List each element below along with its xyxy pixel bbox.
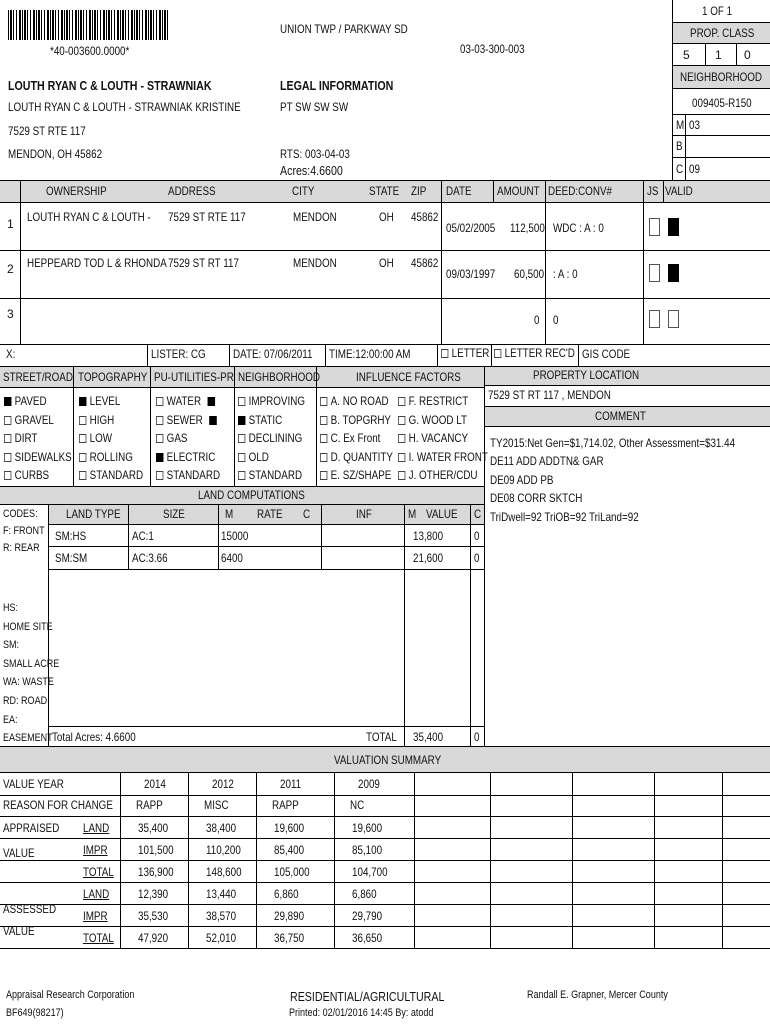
code-line: SM: [3, 639, 20, 652]
option-checkbox[interactable] [398, 434, 405, 443]
option-row [4, 466, 72, 485]
row-deed: : A : 0 [553, 267, 578, 281]
option-checkbox[interactable] [156, 453, 163, 462]
mbc-m-key: M [676, 118, 685, 132]
land-codes-top [3, 506, 45, 557]
letter-recd-label: LETTER REC'D [504, 346, 575, 360]
appraised-value: 85,400 [274, 843, 305, 857]
assessed-value: 36,750 [274, 931, 305, 945]
land-col-type: LAND TYPE [66, 507, 121, 521]
code-line: WA: WASTE [3, 676, 54, 689]
appraised-value: 110,200 [206, 843, 241, 857]
appraised-sub-label: TOTAL [83, 865, 114, 879]
option-row [238, 466, 305, 485]
appraised-value: 38,400 [206, 821, 237, 835]
owner-address: 7529 ST RTE 117 [8, 124, 86, 138]
row-zip: 45862 [411, 256, 439, 270]
prop-class-1: 5 [683, 48, 690, 62]
comment-line: DE08 CORR SKTCH [490, 491, 583, 506]
option-checkbox[interactable] [156, 397, 163, 406]
page-number: 1 OF 1 [702, 4, 733, 18]
option-label: ROLLING [89, 449, 133, 464]
land-size: AC:1 [132, 529, 154, 543]
row-state: OH [379, 210, 394, 224]
comment-line: TY2015:Net Gen=$1,714.02, Other Assessment=$31.44 [490, 436, 736, 450]
mbc-b-key: B [676, 139, 683, 153]
option-checkbox[interactable] [238, 434, 245, 443]
land-total-value: 35,400 [413, 730, 444, 744]
option-checkbox[interactable] [238, 397, 245, 406]
assessed-label-1: ASSESSED [3, 902, 57, 916]
appraised-label-1: APPRAISED [3, 821, 60, 835]
change-reason: RAPP [136, 798, 163, 812]
row-address: 7529 ST RTE 117 [168, 210, 246, 224]
footer-printed: Printed: 02/01/2016 14:45 By: atodd [289, 1007, 434, 1019]
letter-label: LETTER [451, 346, 490, 360]
option-label: LEVEL [89, 394, 121, 408]
assessed-value: 38,570 [206, 909, 237, 923]
letter-field [441, 347, 489, 359]
col-deed: DEED:CONV# [548, 184, 612, 198]
row-number: 2 [7, 262, 14, 276]
option-label: GRAVEL [14, 412, 54, 427]
land-total-label: TOTAL [366, 730, 397, 744]
barcode-text: *40-003600.0000* [50, 44, 130, 58]
option-label: DECLINING [248, 431, 303, 446]
option-checkbox[interactable] [320, 471, 327, 480]
reason-label: REASON FOR CHANGE [3, 798, 113, 812]
option-label: IMPROVING [248, 394, 305, 408]
option-row [320, 392, 393, 411]
option-checkbox[interactable] [398, 453, 405, 462]
assessed-value: 29,890 [274, 909, 305, 923]
option-label: A. NO ROAD [330, 394, 389, 408]
topography-options [79, 392, 143, 485]
appraised-value: 104,700 [352, 865, 388, 879]
code-line: RD: ROAD [3, 694, 48, 707]
col-date: DATE [446, 184, 472, 198]
topography-header: TOPOGRAPHY [78, 370, 148, 384]
grid-line [0, 838, 770, 839]
option-label: SIDEWALKS [14, 449, 72, 464]
assessed-value: 29,790 [352, 909, 383, 923]
property-location-label: PROPERTY LOCATION [533, 368, 640, 382]
option-label: CURBS [14, 468, 50, 483]
land-col-c: C [303, 507, 311, 521]
land-col-value: VALUE [426, 507, 458, 521]
grid-line [0, 948, 770, 949]
letter-checkbox[interactable] [441, 349, 448, 358]
row-deed: 0 [553, 313, 559, 327]
land-c: 0 [474, 529, 480, 543]
mbc-m-value: 03 [689, 118, 700, 132]
valid-checkbox[interactable] [668, 264, 679, 282]
parcel-number: 03-03-300-003 [460, 42, 525, 56]
comment-line: TriDwell=92 TriOB=92 TriLand=92 [490, 509, 639, 524]
option-row [4, 429, 72, 448]
assessed-value: 36,650 [352, 931, 383, 945]
option-label: LOW [89, 431, 113, 446]
col-state: STATE [369, 184, 400, 198]
neighborhood-options [238, 392, 305, 485]
land-col-c2: C [474, 507, 482, 521]
option-checkbox[interactable] [4, 397, 11, 406]
street-road-header: STREET/ROAD [3, 370, 73, 384]
row-amount: 0 [534, 313, 540, 327]
row-city: MENDON [293, 256, 337, 270]
mbc-c-key: C [676, 162, 684, 176]
value-year: 2011 [280, 777, 302, 791]
option-row [320, 411, 393, 430]
grid-line [0, 904, 770, 905]
option-label: J. OTHER/CDU [408, 468, 478, 483]
option-checkbox[interactable] [79, 434, 86, 443]
option-row [238, 392, 305, 411]
option-row [238, 448, 305, 467]
option-checkbox[interactable] [4, 453, 11, 462]
code-line: HS: [3, 602, 19, 614]
option-flag [208, 397, 215, 406]
assessed-label-2: VALUE [3, 924, 35, 938]
option-label: STANDARD [248, 468, 303, 483]
option-checkbox[interactable] [156, 416, 163, 425]
option-row [4, 392, 72, 411]
assessed-sub-label: LAND [83, 887, 110, 901]
street-options [4, 392, 72, 485]
change-reason: MISC [204, 798, 229, 812]
option-label: WATER [166, 394, 202, 408]
code-line: HOME SITE [3, 620, 53, 633]
appraised-value: 136,900 [138, 865, 174, 879]
row-number: 3 [7, 307, 14, 321]
land-size: AC:3.66 [132, 551, 168, 565]
neighborhood-code: 009405-R150 [692, 96, 752, 110]
assessed-value: 6,860 [352, 887, 377, 901]
land-rate: 15000 [221, 529, 249, 543]
option-row [320, 448, 393, 467]
land-col-m2: M [408, 507, 417, 521]
option-checkbox[interactable] [238, 471, 245, 480]
col-js: JS [647, 184, 659, 198]
appraised-sub-label: IMPR [83, 843, 108, 857]
option-checkbox[interactable] [4, 471, 11, 480]
option-checkbox[interactable] [398, 471, 405, 480]
row-date: 05/02/2005 [446, 221, 496, 235]
option-label: F. RESTRICT [408, 394, 469, 408]
list-time: TIME:12:00:00 AM [329, 347, 411, 361]
option-row [238, 411, 305, 430]
grid-line [0, 926, 770, 927]
option-label: SEWER [166, 412, 203, 427]
option-row [398, 466, 488, 485]
row-number: 1 [7, 217, 14, 231]
option-row [156, 411, 220, 430]
option-checkbox[interactable] [320, 397, 327, 406]
valid-checkbox[interactable] [668, 310, 679, 328]
appraised-value: 19,600 [352, 821, 383, 835]
land-title: LAND COMPUTATIONS [198, 488, 305, 502]
total-acres: Total Acres: 4.6600 [52, 730, 136, 744]
land-type: SM:SM [55, 551, 88, 565]
influence-options-a [320, 392, 393, 485]
prop-class-label: PROP. CLASS [690, 26, 755, 40]
col-address: ADDRESS [168, 184, 216, 198]
row-owner: LOUTH RYAN C & LOUTH - [27, 210, 151, 224]
option-label: E. SZ/SHAPE [330, 468, 392, 483]
mbc-c-value: 09 [689, 162, 700, 176]
prop-class-3: 0 [744, 48, 751, 62]
option-checkbox[interactable] [320, 416, 327, 425]
gis-code-label: GIS CODE [582, 347, 631, 361]
col-amount: AMOUNT [497, 184, 540, 198]
assessed-value: 13,440 [206, 887, 237, 901]
option-label: HIGH [89, 412, 115, 427]
col-valid: VALID [665, 184, 693, 198]
option-label: GAS [166, 431, 188, 446]
option-checkbox[interactable] [398, 397, 405, 406]
js-checkbox[interactable] [649, 218, 660, 236]
code-line: R: REAR [3, 542, 40, 554]
row-amount: 60,500 [514, 267, 545, 281]
value-year: 2014 [144, 777, 166, 791]
option-row [4, 448, 72, 467]
row-date: 09/03/1997 [446, 267, 496, 281]
row-city: MENDON [293, 210, 337, 224]
option-label: C. Ex Front [330, 431, 381, 446]
land-col-rate: RATE [257, 507, 283, 521]
property-location-value: 7529 ST RT 117 , MENDON [488, 388, 611, 402]
option-checkbox[interactable] [320, 434, 327, 443]
lister: LISTER: CG [151, 347, 206, 361]
code-line: CODES: [3, 508, 38, 520]
neighborhood-label: NEIGHBORHOOD [680, 70, 763, 84]
land-col-inf: INF [356, 507, 372, 521]
utility-options [156, 392, 220, 485]
js-checkbox[interactable] [649, 310, 660, 328]
utilities-header: PU-UTILITIES-PR [154, 370, 234, 384]
option-row [156, 392, 220, 411]
legal-description: PT SW SW SW [280, 100, 349, 114]
row-address: 7529 ST RT 117 [168, 256, 239, 270]
change-reason: NC [350, 798, 365, 812]
option-label: PAVED [14, 394, 47, 408]
footer-form: BF649(98217) [6, 1007, 64, 1019]
appraised-value: 105,000 [274, 865, 310, 879]
footer-company: Appraisal Research Corporation [6, 989, 135, 1001]
option-row [79, 466, 143, 485]
assessed-value: 52,010 [206, 931, 237, 945]
option-checkbox[interactable] [4, 434, 11, 443]
comment-text [490, 434, 735, 526]
district: UNION TWP / PARKWAY SD [280, 22, 408, 36]
option-checkbox[interactable] [238, 453, 245, 462]
footer-auditor: Randall E. Grapner, Mercer County [527, 989, 668, 1001]
appraised-sub-label: LAND [83, 821, 110, 835]
influence-options-b [398, 392, 488, 485]
land-c: 0 [474, 551, 480, 565]
option-row [4, 411, 72, 430]
row-zip: 45862 [411, 210, 439, 224]
option-label: STANDARD [166, 468, 221, 483]
option-checkbox[interactable] [398, 416, 405, 425]
x-label: X: [6, 347, 16, 361]
option-row [79, 392, 143, 411]
option-row [156, 466, 220, 485]
owner-name-full: LOUTH RYAN C & LOUTH - STRAWNIAK KRISTINE [8, 100, 241, 114]
value-year: 2012 [212, 777, 234, 791]
assessed-value: 35,530 [138, 909, 169, 923]
appraised-value: 19,600 [274, 821, 305, 835]
option-checkbox[interactable] [238, 416, 245, 425]
col-city: CITY [292, 184, 315, 198]
influence-header: INFLUENCE FACTORS [356, 370, 461, 384]
legal-title: LEGAL INFORMATION [280, 78, 394, 93]
row-deed: WDC : A : 0 [553, 221, 604, 235]
option-row [79, 411, 143, 430]
option-checkbox[interactable] [156, 471, 163, 480]
appraised-value: 85,100 [352, 843, 383, 857]
land-col-m: M [225, 507, 234, 521]
prop-class-2: 1 [715, 48, 722, 62]
option-label: STANDARD [89, 468, 144, 483]
option-row [238, 429, 305, 448]
assessed-value: 47,920 [138, 931, 169, 945]
option-checkbox[interactable] [156, 434, 163, 443]
option-checkbox[interactable] [79, 416, 86, 425]
letter-recd-field [494, 347, 575, 359]
land-type: SM:HS [55, 529, 87, 543]
land-value: 21,600 [413, 551, 444, 565]
row-state: OH [379, 256, 394, 270]
col-ownership: OWNERSHIP [46, 184, 107, 198]
option-row [79, 429, 143, 448]
code-line: SMALL ACRE [3, 657, 60, 670]
land-value: 13,800 [413, 529, 444, 543]
list-date: DATE: 07/06/2011 [233, 347, 313, 361]
row-amount: 112,500 [510, 221, 545, 235]
option-row [398, 429, 488, 448]
row-owner: HEPPEARD TOD L & RHONDA [27, 256, 167, 270]
option-row [398, 411, 488, 430]
appraised-label-2: VALUE [3, 846, 35, 860]
assessed-value: 12,390 [138, 887, 169, 901]
neighborhood-header: NEIGHBORHOOD [238, 370, 321, 384]
grid-line [0, 882, 770, 883]
option-label: G. WOOD LT [408, 412, 467, 427]
option-row [320, 429, 393, 448]
barcode [8, 10, 170, 40]
comment-line: DE11 ADD ADDTN& GAR [490, 454, 604, 469]
land-col-size: SIZE [163, 507, 185, 521]
change-reason: RAPP [272, 798, 299, 812]
legal-acres: Acres:4.6600 [280, 163, 343, 178]
assessed-sub-label: IMPR [83, 909, 108, 923]
appraised-value: 101,500 [138, 843, 174, 857]
appraised-value: 35,400 [138, 821, 169, 835]
col-zip: ZIP [411, 184, 427, 198]
valid-checkbox[interactable] [668, 218, 679, 236]
option-label: DIRT [14, 431, 38, 446]
owner-city: MENDON, OH 45862 [8, 147, 103, 161]
owner-name-bold: LOUTH RYAN C & LOUTH - STRAWNIAK [8, 78, 212, 93]
code-line: F: FRONT [3, 525, 45, 537]
option-row [398, 392, 488, 411]
option-label: B. TOPGRHY [330, 412, 391, 427]
value-year: 2009 [358, 777, 380, 791]
option-checkbox[interactable] [79, 453, 86, 462]
option-label: D. QUANTITY [330, 449, 393, 464]
option-label: ELECTRIC [166, 449, 216, 464]
option-label: OLD [248, 449, 269, 464]
option-flag [209, 416, 216, 425]
land-rate: 6400 [221, 551, 243, 565]
grid-line [0, 860, 770, 861]
option-checkbox[interactable] [79, 397, 86, 406]
appraised-value: 148,600 [206, 865, 242, 879]
code-line: EASEMENT [3, 732, 53, 745]
assessed-value: 6,860 [274, 887, 299, 901]
option-row [320, 466, 393, 485]
footer-type: RESIDENTIAL/AGRICULTURAL [290, 989, 445, 1004]
comment-label: COMMENT [595, 409, 646, 423]
land-total-c: 0 [474, 730, 480, 744]
option-row [79, 448, 143, 467]
option-label: I. WATER FRONT [408, 449, 488, 464]
option-row [156, 429, 220, 448]
option-checkbox[interactable] [4, 416, 11, 425]
comment-line: DE09 ADD PB [490, 472, 554, 487]
option-label: H. VACANCY [408, 431, 469, 446]
assessed-sub-label: TOTAL [83, 931, 114, 945]
option-label: STATIC [248, 412, 283, 427]
option-row [156, 448, 220, 467]
legal-rts: RTS: 003-04-03 [280, 147, 350, 161]
option-row [398, 448, 488, 467]
letter-recd-checkbox[interactable] [494, 349, 501, 358]
js-checkbox[interactable] [649, 264, 660, 282]
option-checkbox[interactable] [320, 453, 327, 462]
valuation-title: VALUATION SUMMARY [334, 753, 442, 767]
value-year-label: VALUE YEAR [3, 777, 64, 791]
code-line: EA: [3, 713, 18, 726]
option-checkbox[interactable] [79, 471, 86, 480]
